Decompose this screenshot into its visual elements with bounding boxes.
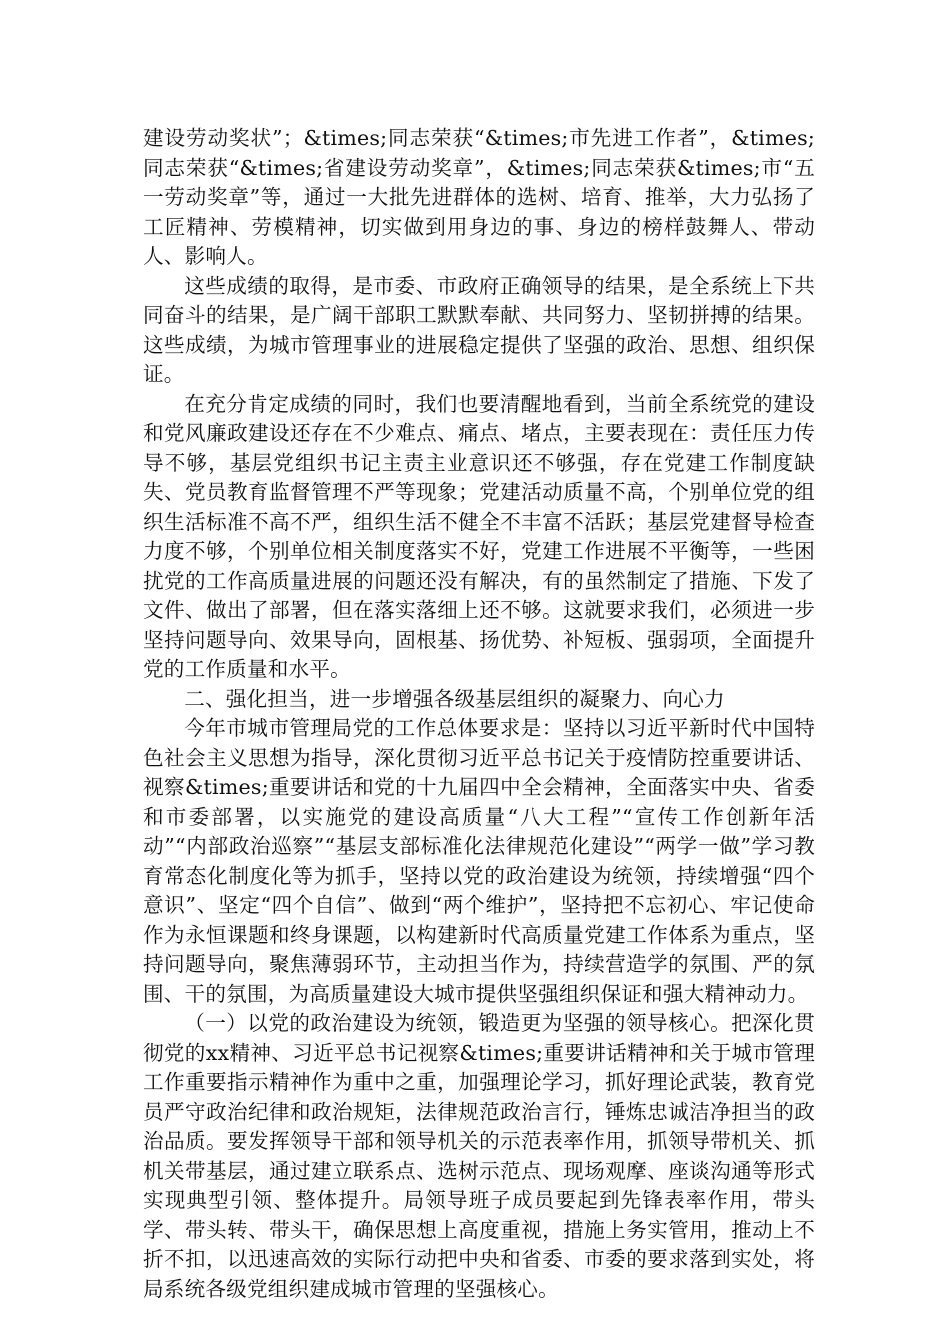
section-heading-2: 二、强化担当，进一步增强各级基层组织的凝聚力、向心力 (184, 686, 725, 711)
paragraph-requirements: 今年市城市管理局党的工作总体要求是：坚持以习近平新时代中国特色社会主义思想为指导，深化贯彻习近平总书记关于疫情防控重要讲话、视察&times;重要讲话和党的十九届四中全会精神，全面落实中央、省委和市委部署，以实施党的建设高质量“八大工程”“宣传工作创新年活动”“内部政治巡察”“基层支部标准化法律规范化建设”“两学一做”学习教育常态化制度化等为抓手，坚持以党的政治建设为统领，持续增强“四个意识”、坚定“四个自信”、做到“两个维护”，坚持把不忘初心、牢记使命作为永恒课题和终身课题，以构建新时代高质量党建工作体系为重点，坚持问题导向，聚焦薄弱环节，主动担当作为，持续营造学的氛围、严的氛围、干的氛围，为高质量建设大城市提供坚强组织保证和强大精神动力。 (143, 716, 815, 1006)
paragraph-political-building: （一）以党的政治建设为统领，锻造更为坚强的领导核心。把深化贯彻党的xx精神、习近平总书记视察&times;重要讲话精神和关于城市管理工作重要指示精神作为重中之重，加强理论学习，抓好理论武装，教育党员严守政治纪律和政治规矩，法律规范政治言行，锤炼忠诚洁净担当的政治品质。要发挥领导干部和领导机关的示范表率作用，抓领导带机关、抓机关带基层，通过建立联系点、选树示范点、现场观摩、座谈沟通等形式实现典型引领、整体提升。局领导班子成员要起到先锋表率作用，带头学、带头转、带头干，确保思想上高度重视，措施上务实管用，推动上不折不扣，以迅速高效的实际行动把中央和省委、市委的要求落到实处，将局系统各级党组织建成城市管理的坚强核心。 (143, 1011, 815, 1301)
paragraph-awards: 建设劳动奖状”；&times;同志荣获“&times;市先进工作者”，&times;同志荣获“&times;省建设劳动奖章”，&times;同志荣获&times;市“五一劳动奖章”等，通过一大批先进群体的选树、培育、推举，大力弘扬了工匠精神、劳模精神，切实做到用身边的事、身边的榜样鼓舞人、带动人、影响人。 (143, 126, 815, 268)
document-body (143, 124, 815, 1304)
paragraph-problems: 在充分肯定成绩的同时，我们也要清醒地看到，当前全系统党的建设和党风廉政建设还存在不少难点、痛点、堵点，主要表现在：责任压力传导不够，基层党组织书记主责主业意识还不够强，存在党建工作制度缺失、党员教育监督管理不严等现象；党建活动质量不高，个别单位党的组织生活标准不高不严，组织生活不健全不丰富不活跃；基层党建督导检查力度不够，个别单位相关制度落实不好，党建工作进展不平衡等，一些困扰党的工作高质量进展的问题还没有解决，有的虽然制定了措施、下发了文件、做出了部署，但在落实落细上还不够。这就要求我们，必须进一步坚持问题导向、效果导向，固根基、扬优势、补短板、强弱项，全面提升党的工作质量和水平。 (143, 391, 815, 681)
paragraph-achievements: 这些成绩的取得，是市委、市政府正确领导的结果，是全系统上下共同奋斗的结果，是广阔干部职工默默奉献、共同努力、坚韧拼搏的结果。这些成绩，为城市管理事业的进展稳定提供了坚强的政治、思想、组织保证。 (143, 273, 815, 386)
